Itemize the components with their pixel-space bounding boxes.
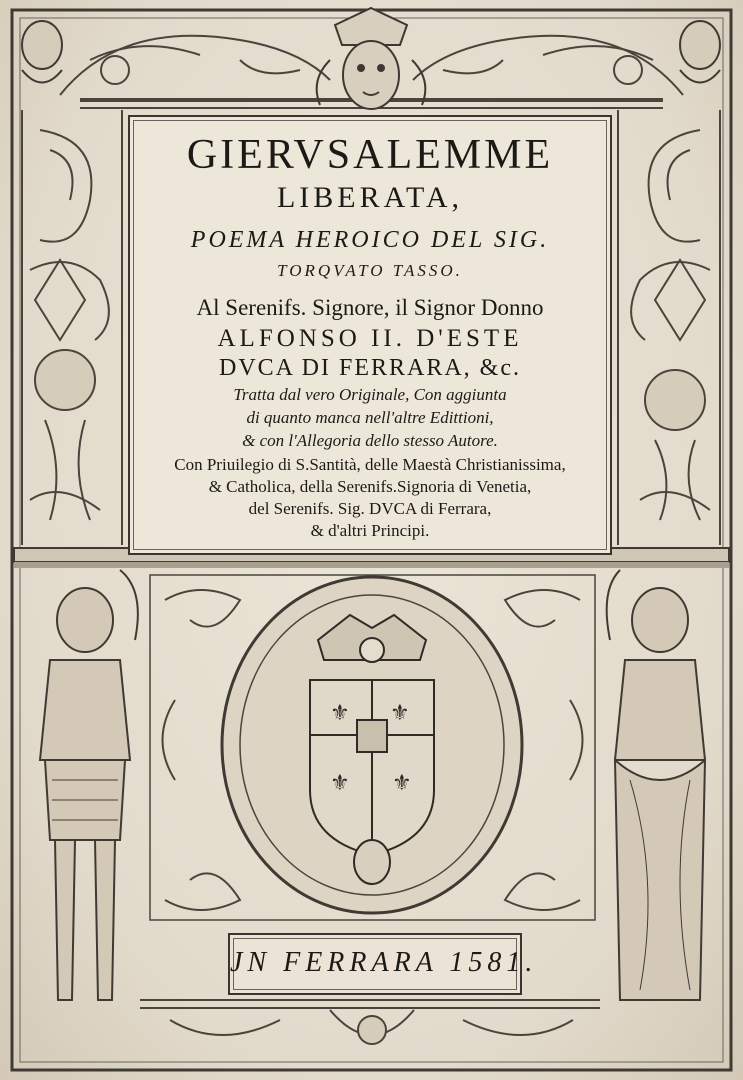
- imprint-box: [228, 933, 538, 995]
- svg-text:⚜: ⚜: [390, 700, 410, 725]
- left-side-ornament: [22, 110, 122, 545]
- grotesque-mask-top: [317, 8, 426, 109]
- privilege-line-3: del Serenifs. Sig. DVCA di Ferrara,: [248, 499, 492, 518]
- edition-note-2: di quanto manca nell'altre Edittioni,: [246, 408, 494, 427]
- dedicatee-title: DVCA DI FERRARA, &c.: [218, 355, 522, 381]
- edition-note-3: & con l'Allegoria dello stesso Autore.: [242, 431, 498, 450]
- edition-note-1: Tratta dal vero Originale, Con aggiunta: [233, 385, 507, 404]
- genre-line: POEMA HEROICO DEL SIG.: [190, 227, 550, 253]
- title-panel: [128, 115, 612, 555]
- book-title: GIERVSALEMME: [186, 132, 554, 178]
- left-caryatid-warrior: [40, 570, 138, 1000]
- svg-text:⚜: ⚜: [330, 770, 350, 795]
- base-ornament: [140, 1000, 600, 1044]
- right-side-ornament: [618, 110, 720, 545]
- book-subtitle: LIBERATA,: [276, 181, 464, 214]
- imprint-text: JN FERRARA 1581.: [230, 947, 538, 978]
- right-caryatid-figure: [607, 570, 705, 1000]
- dedicatee-name: ALFONSO II. D'ESTE: [217, 325, 523, 352]
- privilege-line-2: & Catholica, della Serenifs.Signoria di Venetia,: [208, 477, 532, 496]
- dedication-line: Al Serenifs. Signore, il Signor Donno: [196, 295, 544, 320]
- svg-text:⚜: ⚜: [392, 770, 412, 795]
- svg-text:⚜: ⚜: [330, 700, 350, 725]
- privilege-line-1: Con Priuilegio di S.Santità, delle Maestà Christianissima,: [174, 455, 566, 474]
- author-name: TORQVATO TASSO.: [277, 261, 463, 280]
- privilege-line-4: & d'altri Principi.: [310, 521, 430, 540]
